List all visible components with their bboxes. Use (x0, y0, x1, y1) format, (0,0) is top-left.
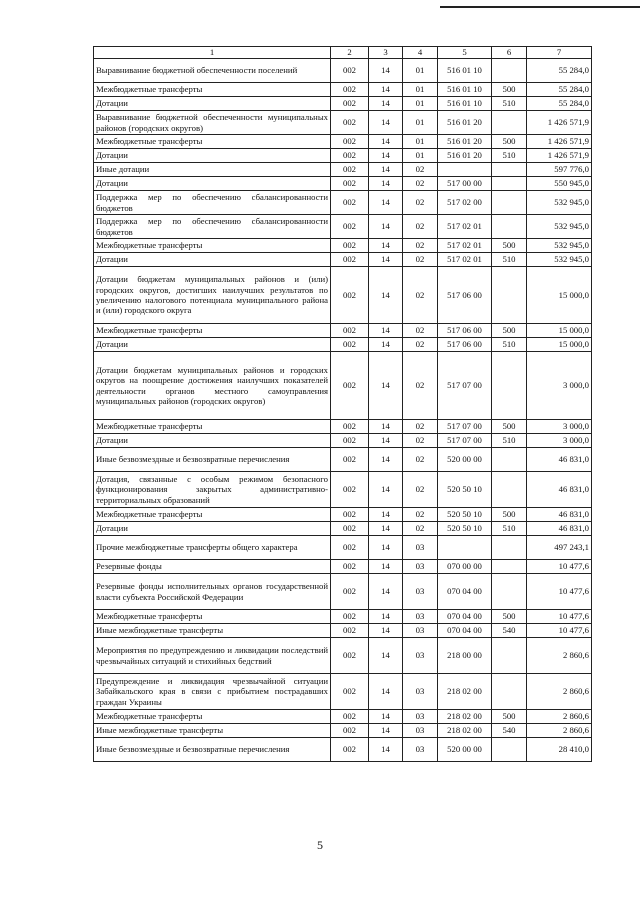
subsection-cell: 02 (403, 191, 438, 215)
section-cell: 14 (369, 508, 403, 522)
expense-type-cell (492, 177, 527, 191)
table-row (94, 97, 592, 111)
code-cell: 002 (331, 624, 369, 638)
table-row (94, 638, 592, 674)
subsection-cell: 02 (403, 508, 438, 522)
amount-cell: 597 776,0 (527, 163, 592, 177)
expense-type-cell (492, 574, 527, 610)
row-name-cell: Выравнивание бюджетной обеспеченности муниципальных районов (городских округов) (94, 111, 331, 135)
row-name-cell: Межбюджетные трансферты (94, 324, 331, 338)
row-name-cell: Дотации (94, 522, 331, 536)
section-cell: 14 (369, 420, 403, 434)
expense-type-cell: 500 (492, 420, 527, 434)
table-row (94, 352, 592, 420)
amount-cell: 10 477,6 (527, 624, 592, 638)
budget-table (93, 46, 592, 762)
section-cell: 14 (369, 97, 403, 111)
subsection-cell: 02 (403, 267, 438, 324)
row-name-cell: Межбюджетные трансферты (94, 508, 331, 522)
page-number: 5 (317, 838, 323, 852)
amount-cell: 55 284,0 (527, 83, 592, 97)
expense-type-cell (492, 352, 527, 420)
subsection-cell: 02 (403, 253, 438, 267)
section-cell: 14 (369, 738, 403, 762)
row-name-cell: Иные безвозмездные и безвозвратные перечисления (94, 448, 331, 472)
amount-cell: 497 243,1 (527, 536, 592, 560)
target-article-cell: 520 50 10 (438, 522, 492, 536)
target-article-cell: 517 06 00 (438, 267, 492, 324)
row-name-cell: Предупреждение и ликвидация чрезвычайной ситуации Забайкальского края в связи с прибытием пострадавших граждан Украины (94, 674, 331, 710)
expense-type-cell: 500 (492, 324, 527, 338)
expense-type-cell (492, 267, 527, 324)
subsection-cell: 03 (403, 610, 438, 624)
expense-type-cell: 500 (492, 710, 527, 724)
section-cell: 14 (369, 434, 403, 448)
section-cell: 14 (369, 59, 403, 83)
code-cell: 002 (331, 472, 369, 508)
code-cell: 002 (331, 111, 369, 135)
target-article-cell: 520 00 00 (438, 448, 492, 472)
code-cell: 002 (331, 97, 369, 111)
target-article-cell: 218 02 00 (438, 710, 492, 724)
target-article-cell: 517 06 00 (438, 338, 492, 352)
target-article-cell: 520 00 00 (438, 738, 492, 762)
row-name-cell: Дотации (94, 253, 331, 267)
expense-type-cell (492, 560, 527, 574)
row-name-cell: Дотации (94, 177, 331, 191)
row-name-cell: Иные межбюджетные трансферты (94, 724, 331, 738)
amount-cell: 10 477,6 (527, 560, 592, 574)
code-cell: 002 (331, 420, 369, 434)
expense-type-cell: 500 (492, 83, 527, 97)
expense-type-cell: 500 (492, 610, 527, 624)
header-cell: 3 (369, 47, 403, 59)
table-row (94, 215, 592, 239)
target-article-cell: 070 04 00 (438, 574, 492, 610)
table-row (94, 253, 592, 267)
expense-type-cell: 510 (492, 522, 527, 536)
amount-cell: 2 860,6 (527, 674, 592, 710)
code-cell: 002 (331, 191, 369, 215)
expense-type-cell (492, 215, 527, 239)
row-name-cell: Межбюджетные трансферты (94, 610, 331, 624)
row-name-cell: Иные безвозмездные и безвозвратные перечисления (94, 738, 331, 762)
amount-cell: 46 831,0 (527, 522, 592, 536)
code-cell: 002 (331, 83, 369, 97)
subsection-cell: 01 (403, 111, 438, 135)
subsection-cell: 03 (403, 624, 438, 638)
section-cell: 14 (369, 560, 403, 574)
code-cell: 002 (331, 522, 369, 536)
expense-type-cell (492, 472, 527, 508)
table-row (94, 149, 592, 163)
table-row (94, 674, 592, 710)
amount-cell: 46 831,0 (527, 448, 592, 472)
subsection-cell: 02 (403, 177, 438, 191)
code-cell: 002 (331, 710, 369, 724)
section-cell: 14 (369, 83, 403, 97)
table-row (94, 610, 592, 624)
target-article-cell (438, 163, 492, 177)
code-cell: 002 (331, 738, 369, 762)
subsection-cell: 03 (403, 738, 438, 762)
target-article-cell: 516 01 20 (438, 135, 492, 149)
subsection-cell: 02 (403, 448, 438, 472)
code-cell: 002 (331, 610, 369, 624)
expense-type-cell: 500 (492, 135, 527, 149)
row-name-cell: Прочие межбюджетные трансферты общего характера (94, 536, 331, 560)
expense-type-cell (492, 738, 527, 762)
subsection-cell: 02 (403, 239, 438, 253)
code-cell: 002 (331, 724, 369, 738)
target-article-cell: 517 00 00 (438, 177, 492, 191)
target-article-cell (438, 536, 492, 560)
table-row (94, 448, 592, 472)
section-cell: 14 (369, 135, 403, 149)
amount-cell: 550 945,0 (527, 177, 592, 191)
subsection-cell: 01 (403, 59, 438, 83)
header-cell: 1 (94, 47, 331, 59)
expense-type-cell (492, 163, 527, 177)
subsection-cell: 02 (403, 522, 438, 536)
target-article-cell: 520 50 10 (438, 508, 492, 522)
subsection-cell: 03 (403, 724, 438, 738)
subsection-cell: 01 (403, 97, 438, 111)
table-row (94, 536, 592, 560)
code-cell: 002 (331, 508, 369, 522)
expense-type-cell: 540 (492, 624, 527, 638)
subsection-cell: 03 (403, 674, 438, 710)
expense-type-cell (492, 111, 527, 135)
subsection-cell: 02 (403, 163, 438, 177)
expense-type-cell: 510 (492, 253, 527, 267)
code-cell: 002 (331, 239, 369, 253)
subsection-cell: 02 (403, 420, 438, 434)
section-cell: 14 (369, 574, 403, 610)
section-cell: 14 (369, 191, 403, 215)
amount-cell: 55 284,0 (527, 97, 592, 111)
target-article-cell: 517 02 01 (438, 253, 492, 267)
row-name-cell: Резервные фонды исполнительных органов государственной власти субъекта Российской Федерации (94, 574, 331, 610)
code-cell: 002 (331, 149, 369, 163)
amount-cell: 15 000,0 (527, 324, 592, 338)
expense-type-cell: 500 (492, 239, 527, 253)
subsection-cell: 03 (403, 560, 438, 574)
amount-cell: 1 426 571,9 (527, 135, 592, 149)
section-cell: 14 (369, 215, 403, 239)
row-name-cell: Межбюджетные трансферты (94, 83, 331, 97)
code-cell: 002 (331, 674, 369, 710)
row-name-cell: Межбюджетные трансферты (94, 239, 331, 253)
row-name-cell: Поддержка мер по обеспечению сбалансированности бюджетов (94, 215, 331, 239)
subsection-cell: 02 (403, 352, 438, 420)
expense-type-cell (492, 191, 527, 215)
section-cell: 14 (369, 239, 403, 253)
table-row (94, 177, 592, 191)
row-name-cell: Межбюджетные трансферты (94, 135, 331, 149)
subsection-cell: 03 (403, 536, 438, 560)
row-name-cell: Межбюджетные трансферты (94, 420, 331, 434)
section-cell: 14 (369, 338, 403, 352)
code-cell: 002 (331, 253, 369, 267)
section-cell: 14 (369, 149, 403, 163)
section-cell: 14 (369, 253, 403, 267)
section-cell: 14 (369, 352, 403, 420)
row-name-cell: Дотации (94, 338, 331, 352)
amount-cell: 46 831,0 (527, 508, 592, 522)
target-article-cell: 070 00 00 (438, 560, 492, 574)
section-cell: 14 (369, 267, 403, 324)
target-article-cell: 517 07 00 (438, 434, 492, 448)
target-article-cell: 517 07 00 (438, 352, 492, 420)
target-article-cell: 517 02 01 (438, 239, 492, 253)
subsection-cell: 01 (403, 83, 438, 97)
code-cell: 002 (331, 560, 369, 574)
row-name-cell: Дотации (94, 97, 331, 111)
row-name-cell: Выравнивание бюджетной обеспеченности поселений (94, 59, 331, 83)
code-cell: 002 (331, 448, 369, 472)
target-article-cell: 517 07 00 (438, 420, 492, 434)
target-article-cell: 516 01 20 (438, 149, 492, 163)
table-row (94, 560, 592, 574)
amount-cell: 28 410,0 (527, 738, 592, 762)
section-cell: 14 (369, 163, 403, 177)
section-cell: 14 (369, 472, 403, 508)
code-cell: 002 (331, 352, 369, 420)
target-article-cell: 218 00 00 (438, 638, 492, 674)
subsection-cell: 02 (403, 472, 438, 508)
subsection-cell: 03 (403, 574, 438, 610)
code-cell: 002 (331, 434, 369, 448)
table-row (94, 111, 592, 135)
row-name-cell: Дотации бюджетам муниципальных районов и (или) городских округов, достигших наилучших результатов по увеличению налогового потенциала муниципального района и (или) городского округа (94, 267, 331, 324)
expense-type-cell (492, 674, 527, 710)
row-name-cell: Дотации (94, 149, 331, 163)
section-cell: 14 (369, 522, 403, 536)
section-cell: 14 (369, 674, 403, 710)
section-cell: 14 (369, 324, 403, 338)
section-cell: 14 (369, 448, 403, 472)
amount-cell: 3 000,0 (527, 352, 592, 420)
expense-type-cell: 510 (492, 97, 527, 111)
target-article-cell: 517 06 00 (438, 324, 492, 338)
table-row (94, 624, 592, 638)
code-cell: 002 (331, 163, 369, 177)
header-cell: 5 (438, 47, 492, 59)
code-cell: 002 (331, 536, 369, 560)
code-cell: 002 (331, 338, 369, 352)
section-cell: 14 (369, 724, 403, 738)
target-article-cell: 520 50 10 (438, 472, 492, 508)
table-row (94, 574, 592, 610)
amount-cell: 15 000,0 (527, 338, 592, 352)
expense-type-cell (492, 536, 527, 560)
row-name-cell: Дотации (94, 434, 331, 448)
code-cell: 002 (331, 215, 369, 239)
amount-cell: 1 426 571,9 (527, 111, 592, 135)
subsection-cell: 01 (403, 135, 438, 149)
expense-type-cell: 500 (492, 508, 527, 522)
amount-cell: 532 945,0 (527, 215, 592, 239)
amount-cell: 15 000,0 (527, 267, 592, 324)
row-name-cell: Мероприятия по предупреждению и ликвидации последствий чрезвычайных ситуаций и стихийных бедствий (94, 638, 331, 674)
subsection-cell: 02 (403, 434, 438, 448)
header-row (94, 47, 592, 59)
target-article-cell: 516 01 10 (438, 83, 492, 97)
subsection-cell: 03 (403, 638, 438, 674)
target-article-cell: 516 01 10 (438, 97, 492, 111)
header-cell: 6 (492, 47, 527, 59)
header-cell: 2 (331, 47, 369, 59)
row-name-cell: Иные межбюджетные трансферты (94, 624, 331, 638)
amount-cell: 46 831,0 (527, 472, 592, 508)
target-article-cell: 070 04 00 (438, 624, 492, 638)
table-row (94, 738, 592, 762)
expense-type-cell: 540 (492, 724, 527, 738)
amount-cell: 2 860,6 (527, 638, 592, 674)
table-row (94, 324, 592, 338)
table-row (94, 472, 592, 508)
amount-cell: 2 860,6 (527, 724, 592, 738)
row-name-cell: Дотации бюджетам муниципальных районов и городских округов на поощрение достижения наилучших показателей деятельности органов местного самоуправления муниципальных районов (городских округов) (94, 352, 331, 420)
table-row (94, 59, 592, 83)
expense-type-cell (492, 59, 527, 83)
code-cell: 002 (331, 324, 369, 338)
target-article-cell: 070 04 00 (438, 610, 492, 624)
section-cell: 14 (369, 624, 403, 638)
amount-cell: 532 945,0 (527, 253, 592, 267)
code-cell: 002 (331, 267, 369, 324)
code-cell: 002 (331, 59, 369, 83)
table-row (94, 83, 592, 97)
target-article-cell: 517 02 00 (438, 191, 492, 215)
table-row (94, 710, 592, 724)
subsection-cell: 02 (403, 338, 438, 352)
subsection-cell: 02 (403, 215, 438, 239)
table-row (94, 163, 592, 177)
code-cell: 002 (331, 177, 369, 191)
expense-type-cell (492, 448, 527, 472)
top-rule (440, 6, 640, 8)
amount-cell: 532 945,0 (527, 239, 592, 253)
row-name-cell: Дотация, связанные с особым режимом безопасного функционирования закрытых административно-территориальных образований (94, 472, 331, 508)
target-article-cell: 516 01 20 (438, 111, 492, 135)
amount-cell: 532 945,0 (527, 191, 592, 215)
table-row (94, 420, 592, 434)
header-cell: 4 (403, 47, 438, 59)
table-row (94, 522, 592, 536)
amount-cell: 1 426 571,9 (527, 149, 592, 163)
section-cell: 14 (369, 536, 403, 560)
table-row (94, 267, 592, 324)
table-row (94, 239, 592, 253)
target-article-cell: 516 01 10 (438, 59, 492, 83)
target-article-cell: 218 02 00 (438, 724, 492, 738)
code-cell: 002 (331, 135, 369, 149)
expense-type-cell: 510 (492, 434, 527, 448)
target-article-cell: 218 02 00 (438, 674, 492, 710)
amount-cell: 10 477,6 (527, 574, 592, 610)
section-cell: 14 (369, 177, 403, 191)
expense-type-cell: 510 (492, 149, 527, 163)
amount-cell: 10 477,6 (527, 610, 592, 624)
section-cell: 14 (369, 111, 403, 135)
amount-cell: 3 000,0 (527, 420, 592, 434)
header-cell: 7 (527, 47, 592, 59)
amount-cell: 3 000,0 (527, 434, 592, 448)
table-row (94, 191, 592, 215)
row-name-cell: Иные дотации (94, 163, 331, 177)
row-name-cell: Поддержка мер по обеспечению сбалансированности бюджетов (94, 191, 331, 215)
target-article-cell: 517 02 01 (438, 215, 492, 239)
section-cell: 14 (369, 710, 403, 724)
subsection-cell: 03 (403, 710, 438, 724)
subsection-cell: 01 (403, 149, 438, 163)
table-row (94, 135, 592, 149)
section-cell: 14 (369, 610, 403, 624)
section-cell: 14 (369, 638, 403, 674)
row-name-cell: Межбюджетные трансферты (94, 710, 331, 724)
subsection-cell: 02 (403, 324, 438, 338)
expense-type-cell (492, 638, 527, 674)
row-name-cell: Резервные фонды (94, 560, 331, 574)
amount-cell: 55 284,0 (527, 59, 592, 83)
table-row (94, 434, 592, 448)
code-cell: 002 (331, 574, 369, 610)
table-row (94, 338, 592, 352)
amount-cell: 2 860,6 (527, 710, 592, 724)
table-row (94, 724, 592, 738)
code-cell: 002 (331, 638, 369, 674)
table-row (94, 508, 592, 522)
expense-type-cell: 510 (492, 338, 527, 352)
